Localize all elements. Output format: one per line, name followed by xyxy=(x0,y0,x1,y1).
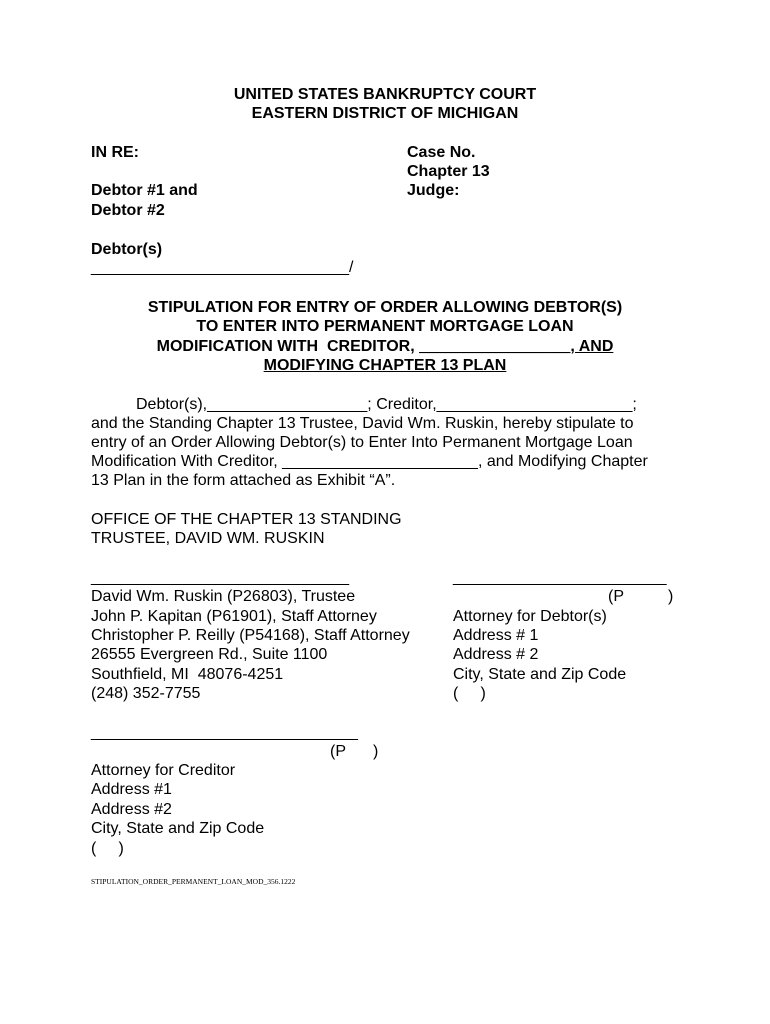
trustee-office-line-1: OFFICE OF THE CHAPTER 13 STANDING xyxy=(91,511,402,528)
judge-label: Judge: xyxy=(407,182,460,199)
trustee-signature-line: _____________________________ xyxy=(91,569,350,586)
debtor-1: Debtor #1 and xyxy=(91,182,198,199)
body-line-2: and the Standing Chapter 13 Trustee, David Wm. Ruskin, hereby stipulate to xyxy=(91,415,634,432)
trustee-address: 26555 Evergreen Rd., Suite 1100 xyxy=(91,646,328,663)
creditor-attorney-p-number-close: ) xyxy=(373,743,379,760)
case-number-label: Case No. xyxy=(407,144,476,161)
court-district: EASTERN DISTRICT OF MICHIGAN xyxy=(251,105,519,122)
body-line-4: Modification With Creditor, ______________________, and Modifying Chapter xyxy=(91,453,648,470)
creditor-attorney-address-1: Address #1 xyxy=(91,781,172,798)
title-line-3-text: MODIFICATION WITH CREDITOR, xyxy=(156,338,420,355)
debtor-2: Debtor #2 xyxy=(91,202,165,219)
trustee-office-line-2: TRUSTEE, DAVID WM. RUSKIN xyxy=(91,530,325,547)
debtor-attorney-title: Attorney for Debtor(s) xyxy=(453,608,607,625)
creditor-attorney-city: City, State and Zip Code xyxy=(91,820,265,837)
form-code-footer: STIPULATION_ORDER_PERMANENT_LOAN_MOD_356.1222 xyxy=(91,877,296,886)
document-title-line-3 xyxy=(0,337,770,357)
body-line-5: 13 Plan in the form attached as Exhibit “A”. xyxy=(91,472,396,489)
title-line-3-and: , AND xyxy=(570,338,614,355)
debtor-attorney-city: City, State and Zip Code xyxy=(453,666,627,683)
creditor-attorney-phone: ( ) xyxy=(91,840,124,857)
debtor-attorney-p-number-open: (P xyxy=(608,588,624,605)
document-title-line-4: MODIFYING CHAPTER 13 PLAN xyxy=(263,357,507,374)
document-title-line-1: STIPULATION FOR ENTRY OF ORDER ALLOWING DEBTOR(S) xyxy=(147,299,623,316)
debtor-attorney-phone: ( ) xyxy=(453,685,486,702)
trustee-name: David Wm. Ruskin (P26803), Trustee xyxy=(91,588,356,605)
debtor-attorney-signature-line: ________________________ xyxy=(453,569,667,586)
in-re-label: IN RE: xyxy=(91,144,139,161)
body-line-3: entry of an Order Allowing Debtor(s) to Enter Into Permanent Mortgage Loan xyxy=(91,434,633,451)
creditor-blank: _________________ xyxy=(419,338,571,355)
document-title-line-2: TO ENTER INTO PERMANENT MORTGAGE LOAN xyxy=(196,318,574,335)
staff-attorney-1: John P. Kapitan (P61901), Staff Attorney xyxy=(91,608,377,625)
debtor-attorney-p-number-close: ) xyxy=(668,588,674,605)
trustee-city: Southfield, MI 48076-4251 xyxy=(91,666,284,683)
trustee-phone: (248) 352-7755 xyxy=(91,685,201,702)
creditor-attorney-signature-line: ______________________________ xyxy=(91,724,358,741)
caption-rule: _____________________________/ xyxy=(91,259,354,276)
court-name: UNITED STATES BANKRUPTCY COURT xyxy=(233,86,537,103)
body-line-1: Debtor(s),__________________; Creditor,______________________; xyxy=(136,396,637,413)
debtor-attorney-address-1: Address # 1 xyxy=(453,627,539,644)
debtor-attorney-address-2: Address # 2 xyxy=(453,646,539,663)
creditor-attorney-address-2: Address #2 xyxy=(91,801,172,818)
creditor-attorney-p-number-open: (P xyxy=(330,743,346,760)
creditor-attorney-title: Attorney for Creditor xyxy=(91,762,236,779)
staff-attorney-2: Christopher P. Reilly (P54168), Staff Attorney xyxy=(91,627,410,644)
debtors-label: Debtor(s) xyxy=(91,241,163,258)
chapter-label: Chapter 13 xyxy=(407,163,490,180)
